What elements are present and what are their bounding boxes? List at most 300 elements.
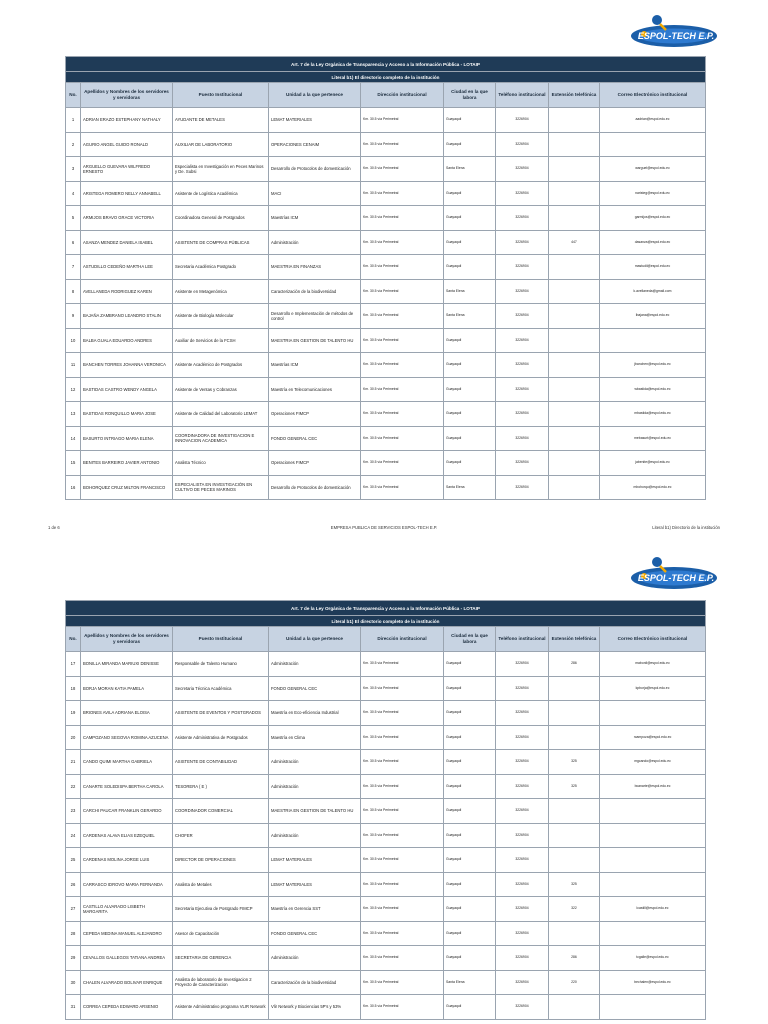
cell-puesto: AYUDANTE DE METALES xyxy=(173,108,269,133)
cell-puesto: Analista de Metales xyxy=(173,872,269,897)
cell-telefono: 3226904 xyxy=(496,921,549,946)
header-extension: Extensión telefónica xyxy=(549,83,600,108)
cell-no: 6 xyxy=(66,230,81,255)
cell-correo: kpborja@espol.edu.ec xyxy=(600,676,706,701)
cell-no: 27 xyxy=(66,897,81,922)
cell-correo xyxy=(600,872,706,897)
cell-extension: 220 xyxy=(549,970,600,995)
cell-name: AGURIO ANGEL GUIDO RONALD xyxy=(81,132,173,157)
cell-puesto: SECRETARIA DE GERENCIA xyxy=(173,946,269,971)
header-name: Apellidos y Nombres de los servidores y servidoras xyxy=(81,627,173,652)
table-row xyxy=(66,132,706,157)
header-puesto: Puesto Institucional xyxy=(173,627,269,652)
cell-puesto: COORDINADOR COMERCIAL xyxy=(173,799,269,824)
cell-direccion: Km. 30.5 vía Perimetral xyxy=(361,304,444,329)
cell-extension xyxy=(549,402,600,427)
table-row xyxy=(66,279,706,304)
cell-ciudad: Guayaquil xyxy=(444,872,496,897)
cell-direccion: Km. 30.5 vía Perimetral xyxy=(361,701,444,726)
header-direccion: Dirección institucional xyxy=(361,627,444,652)
cell-name: BRIONES AVILA ADRIANA ELOISA xyxy=(81,701,173,726)
footer-page-number: 1 de 6 xyxy=(48,525,60,530)
cell-correo: naristeg@espol.edu.ec xyxy=(600,181,706,206)
cell-no: 13 xyxy=(66,402,81,427)
cell-no: 15 xyxy=(66,451,81,476)
cell-name: CORREA CEPEDA EDWARD ARSENIO xyxy=(81,995,173,1020)
cell-unidad: Administración xyxy=(269,774,361,799)
espol-tech-logo xyxy=(630,554,720,594)
cell-correo: bcanarte@espol.edu.ec xyxy=(600,774,706,799)
cell-telefono: 3226904 xyxy=(496,108,549,133)
cell-direccion: Km. 30.5 vía Perimetral xyxy=(361,995,444,1020)
cell-extension xyxy=(549,279,600,304)
cell-direccion: Km. 30.5 vía Perimetral xyxy=(361,402,444,427)
cell-correo: jbanchen@espol.edu.ec xyxy=(600,353,706,378)
cell-extension: 325 xyxy=(549,750,600,775)
table-title: Art. 7 de la Ley Orgánica de Transparencia y Acceso a la Información Pública - LOTAIP xyxy=(66,601,706,616)
cell-telefono: 3226904 xyxy=(496,304,549,329)
table-row xyxy=(66,402,706,427)
cell-name: CEPEDA MEDINA MANUEL ALEJANDRO xyxy=(81,921,173,946)
cell-unidad: LEMAT MATERIALES xyxy=(269,872,361,897)
cell-name: ASTUDILLO CEDEÑO MARTHA LEE xyxy=(81,255,173,280)
cell-correo: warguel@espol.edu.ec xyxy=(600,157,706,182)
cell-correo: lcastill@espol.edu.ec xyxy=(600,897,706,922)
cell-no: 16 xyxy=(66,475,81,500)
cell-correo xyxy=(600,921,706,946)
cell-no: 29 xyxy=(66,946,81,971)
cell-correo: rcampoza@espol.edu.ec xyxy=(600,725,706,750)
cell-telefono: 3226904 xyxy=(496,206,549,231)
cell-ciudad: Guayaquil xyxy=(444,921,496,946)
table-row xyxy=(66,848,706,873)
cell-no: 12 xyxy=(66,377,81,402)
cell-ciudad: Guayaquil xyxy=(444,995,496,1020)
cell-name: CAMPOZANO SEGOVIA ROMINA AZUCENA xyxy=(81,725,173,750)
cell-telefono: 3226904 xyxy=(496,402,549,427)
cell-correo xyxy=(600,995,706,1020)
cell-direccion: Km. 30.5 vía Perimetral xyxy=(361,652,444,677)
cell-extension xyxy=(549,799,600,824)
cell-direccion: Km. 30.5 vía Perimetral xyxy=(361,353,444,378)
cell-ciudad: Guayaquil xyxy=(444,946,496,971)
cell-direccion: Km. 30.5 vía Perimetral xyxy=(361,823,444,848)
cell-telefono: 3226904 xyxy=(496,970,549,995)
cell-unidad: FONDO GENERAL CEC xyxy=(269,921,361,946)
table-row xyxy=(66,823,706,848)
cell-telefono: 3226904 xyxy=(496,872,549,897)
cell-unidad: MAESTRIA EN GESTION DE TALENTO HU xyxy=(269,328,361,353)
cell-puesto: Auxiliar de Servicios de la FCSH xyxy=(173,328,269,353)
cell-no: 22 xyxy=(66,774,81,799)
cell-name: BANCHEN TORRES JOHANNA VERONICA xyxy=(81,353,173,378)
table-row xyxy=(66,995,706,1020)
cell-extension xyxy=(549,848,600,873)
table-row xyxy=(66,872,706,897)
cell-unidad: Administración xyxy=(269,946,361,971)
header-unidad: Unidad a la que pertenece xyxy=(269,83,361,108)
cell-no: 2 xyxy=(66,132,81,157)
cell-direccion: Km. 30.5 vía Perimetral xyxy=(361,206,444,231)
cell-direccion: Km. 30.5 vía Perimetral xyxy=(361,230,444,255)
cell-extension xyxy=(549,181,600,206)
cell-no: 25 xyxy=(66,848,81,873)
cell-direccion: Km. 30.5 vía Perimetral xyxy=(361,799,444,824)
cell-name: CARDENAS ALAVA ELIAS EZEQUIEL xyxy=(81,823,173,848)
cell-ciudad: Guayaquil xyxy=(444,676,496,701)
cell-name: BENITES BARREIRO JAVIER ANTONIO xyxy=(81,451,173,476)
cell-extension xyxy=(549,451,600,476)
cell-telefono: 3226904 xyxy=(496,475,549,500)
cell-name: ARMIJOS BRAVO GRACE VICTORIA xyxy=(81,206,173,231)
cell-telefono: 3226904 xyxy=(496,451,549,476)
cell-ciudad: Guayaquil xyxy=(444,402,496,427)
cell-extension xyxy=(549,255,600,280)
table-body-page-1 xyxy=(66,108,706,500)
cell-correo xyxy=(600,328,706,353)
table-row xyxy=(66,946,706,971)
cell-name: BALBA GUALA EDUARDO ANDRES xyxy=(81,328,173,353)
table-row xyxy=(66,157,706,182)
cell-puesto: ESPECIALISTA EN INVESTIGACIÓN EN CULTIVO DE PECES MARINOS xyxy=(173,475,269,500)
cell-extension xyxy=(549,108,600,133)
cell-telefono: 3226904 xyxy=(496,799,549,824)
cell-extension: 286 xyxy=(549,946,600,971)
cell-no: 18 xyxy=(66,676,81,701)
document-page-2 xyxy=(0,540,768,1024)
cell-name: CARCHI PAUCAR FRANKLIN GERARDO xyxy=(81,799,173,824)
cell-no: 28 xyxy=(66,921,81,946)
directory-table-page-2 xyxy=(65,600,706,1020)
header-correo: Correo Electrónico institucional xyxy=(600,83,706,108)
cell-extension xyxy=(549,823,600,848)
cell-correo: jabenite@espol.edu.ec xyxy=(600,451,706,476)
espol-tech-logo xyxy=(630,12,720,52)
cell-no: 3 xyxy=(66,157,81,182)
table-row xyxy=(66,725,706,750)
cell-extension: 286 xyxy=(549,652,600,677)
cell-direccion: Km. 30.5 vía Perimetral xyxy=(361,970,444,995)
table-subtitle: Literal b1) El directorio completo de la institución xyxy=(66,616,706,627)
cell-puesto: Asistente de Logística Académica xyxy=(173,181,269,206)
cell-extension xyxy=(549,206,600,231)
cell-unidad: Desarrollo de Protocolos de domesticación xyxy=(269,157,361,182)
cell-unidad: LEMAT MATERIALES xyxy=(269,108,361,133)
table-subtitle: Literal b1) El directorio completo de la institución xyxy=(66,72,706,83)
table-row xyxy=(66,921,706,946)
cell-ciudad: Guayaquil xyxy=(444,328,496,353)
cell-unidad: Administración xyxy=(269,823,361,848)
cell-puesto: Responsable de Talento Humano xyxy=(173,652,269,677)
cell-no: 9 xyxy=(66,304,81,329)
cell-correo: k.avellaneda@gmail.com xyxy=(600,279,706,304)
cell-name: ASANZA MENDEZ DANIELA ISABEL xyxy=(81,230,173,255)
header-correo: Correo Electrónico institucional xyxy=(600,627,706,652)
cell-puesto: DIRECTOR DE OPERACIONES xyxy=(173,848,269,873)
cell-direccion: Km. 30.5 vía Perimetral xyxy=(361,848,444,873)
table-row xyxy=(66,353,706,378)
cell-extension: 447 xyxy=(549,230,600,255)
cell-correo: bechalen@espol.edu.ec xyxy=(600,970,706,995)
cell-direccion: Km. 30.5 vía Perimetral xyxy=(361,872,444,897)
cell-name: CEVALLOS GALLEGOS TATIANA ANDREA xyxy=(81,946,173,971)
cell-extension: 325 xyxy=(549,774,600,799)
cell-puesto: Asistente en Metagenómica xyxy=(173,279,269,304)
cell-ciudad: Guayaquil xyxy=(444,206,496,231)
cell-extension xyxy=(549,377,600,402)
table-row xyxy=(66,652,706,677)
cell-name: ARISTEGA ROMERO NELLY ANNABELL xyxy=(81,181,173,206)
table-row xyxy=(66,426,706,451)
header-ciudad: Ciudad en la que labora xyxy=(444,627,496,652)
cell-extension xyxy=(549,157,600,182)
table-row xyxy=(66,304,706,329)
cell-extension xyxy=(549,676,600,701)
table-row xyxy=(66,230,706,255)
cell-name: CASTILLO ALVARADO LISBETH MARGARITA xyxy=(81,897,173,922)
header-no: No. xyxy=(66,627,81,652)
cell-ciudad: Guayaquil xyxy=(444,725,496,750)
cell-correo: dasanza@espol.edu.ec xyxy=(600,230,706,255)
cell-telefono: 3226904 xyxy=(496,157,549,182)
cell-no: 20 xyxy=(66,725,81,750)
cell-no: 26 xyxy=(66,872,81,897)
cell-unidad: Caracterización de la biodiversidad xyxy=(269,279,361,304)
cell-puesto: ASISTENTE DE COMPRAS PÚBLICAS xyxy=(173,230,269,255)
table-row xyxy=(66,750,706,775)
cell-puesto: Asistente de Calidad del Laboratorio LEMAT xyxy=(173,402,269,427)
footer-company: EMPRESA PUBLICA DE SERVICIOS ESPOL-TECH E.P. xyxy=(330,525,438,530)
cell-ciudad: Guayaquil xyxy=(444,353,496,378)
cell-no: 1 xyxy=(66,108,81,133)
cell-direccion: Km. 30.5 vía Perimetral xyxy=(361,750,444,775)
cell-unidad: Maestrías ICM xyxy=(269,206,361,231)
header-telefono: Teléfono institucional xyxy=(496,627,549,652)
cell-correo: garmijos@espol.edu.ec xyxy=(600,206,706,231)
cell-telefono: 3226904 xyxy=(496,279,549,304)
cell-ciudad: Guayaquil xyxy=(444,897,496,922)
cell-no: 19 xyxy=(66,701,81,726)
cell-puesto: Coordinadora General de Postgrados xyxy=(173,206,269,231)
cell-telefono: 3226904 xyxy=(496,897,549,922)
cell-correo: mebasurt@espol.edu.ec xyxy=(600,426,706,451)
cell-ciudad: Santa Elena xyxy=(444,475,496,500)
table-row xyxy=(66,897,706,922)
cell-ciudad: Santa Elena xyxy=(444,970,496,995)
cell-no: 23 xyxy=(66,799,81,824)
cell-puesto: Secretaria Académica Postgrado xyxy=(173,255,269,280)
cell-extension xyxy=(549,353,600,378)
footer-section: Literal b1) Directorio de la institución xyxy=(652,525,720,530)
cell-puesto: Analista Técnico xyxy=(173,451,269,476)
cell-puesto: Asistente Administrativa de Postgrados xyxy=(173,725,269,750)
cell-telefono: 3226904 xyxy=(496,995,549,1020)
header-direccion: Dirección institucional xyxy=(361,83,444,108)
cell-ciudad: Guayaquil xyxy=(444,799,496,824)
cell-ciudad: Guayaquil xyxy=(444,750,496,775)
cell-extension xyxy=(549,132,600,157)
table-row xyxy=(66,970,706,995)
cell-name: BOHORQUEZ CRUZ MILTON FRANCISCO xyxy=(81,475,173,500)
table-title: Art. 7 de la Ley Orgánica de Transparencia y Acceso a la Información Pública - LOTAIP xyxy=(66,57,706,72)
cell-puesto: Asistente Académico de Postgrados xyxy=(173,353,269,378)
cell-puesto: ASISTENTE DE CONTABILIDAD xyxy=(173,750,269,775)
cell-correo xyxy=(600,701,706,726)
cell-direccion: Km. 30.5 vía Perimetral xyxy=(361,328,444,353)
cell-correo: mastudil@espol.edu.ec xyxy=(600,255,706,280)
cell-correo: mgcando@espol.edu.ec xyxy=(600,750,706,775)
cell-unidad: MACI xyxy=(269,181,361,206)
cell-no: 24 xyxy=(66,823,81,848)
table-row xyxy=(66,799,706,824)
cell-puesto: Asesor de Capacitación xyxy=(173,921,269,946)
cell-correo: tcgalle@espol.edu.ec xyxy=(600,946,706,971)
header-puesto: Puesto Institucional xyxy=(173,83,269,108)
cell-name: AVELLANEDA RODRIGUEZ KAREN xyxy=(81,279,173,304)
cell-puesto: Secretaria Técnica Académica xyxy=(173,676,269,701)
cell-unidad: FONDO GENERAL CEC xyxy=(269,426,361,451)
cell-unidad: OPERACIONES CENAIM xyxy=(269,132,361,157)
cell-unidad: Caracterización de la biodiversidad xyxy=(269,970,361,995)
logo-text: ESPOL-TECH E.P. xyxy=(637,31,715,41)
cell-name: CANARTE SOLEDISPA BERTHA CAROLA xyxy=(81,774,173,799)
cell-correo: lbajana@espol.edu.ec xyxy=(600,304,706,329)
cell-telefono: 3226904 xyxy=(496,181,549,206)
cell-telefono: 3226904 xyxy=(496,652,549,677)
cell-puesto: TESORERA ( E ) xyxy=(173,774,269,799)
table-row xyxy=(66,206,706,231)
cell-no: 10 xyxy=(66,328,81,353)
cell-unidad: Maestría en Telecomunicaciones xyxy=(269,377,361,402)
cell-name: CANDO QUIMI MARTHA GABRIELA xyxy=(81,750,173,775)
cell-correo xyxy=(600,823,706,848)
cell-unidad: Desarrollo e Implementación de métodos de control xyxy=(269,304,361,329)
cell-puesto: COORDINADORA DE INVESTIGACION E INNOVACION ACADEMICA xyxy=(173,426,269,451)
table-row xyxy=(66,181,706,206)
cell-ciudad: Guayaquil xyxy=(444,848,496,873)
header-no: No. xyxy=(66,83,81,108)
cell-direccion: Km. 30.5 vía Perimetral xyxy=(361,921,444,946)
cell-telefono: 3226904 xyxy=(496,823,549,848)
cell-extension xyxy=(549,328,600,353)
cell-direccion: Km. 30.5 vía Perimetral xyxy=(361,897,444,922)
cell-puesto: ASISTENTE DE EVENTOS Y POSTGRADOS xyxy=(173,701,269,726)
cell-ciudad: Guayaquil xyxy=(444,377,496,402)
cell-direccion: Km. 30.5 vía Perimetral xyxy=(361,377,444,402)
cell-ciudad: Guayaquil xyxy=(444,181,496,206)
cell-extension: 325 xyxy=(549,872,600,897)
cell-puesto: Especialista en Investigación en Peces Marinos y De. Subsi xyxy=(173,157,269,182)
cell-ciudad: Guayaquil xyxy=(444,701,496,726)
cell-no: 21 xyxy=(66,750,81,775)
cell-name: BASTIDAS CASTRO WENDY ANGELA xyxy=(81,377,173,402)
cell-direccion: Km. 30.5 vía Perimetral xyxy=(361,181,444,206)
cell-direccion: Km. 30.5 vía Perimetral xyxy=(361,475,444,500)
cell-correo xyxy=(600,848,706,873)
table-row xyxy=(66,377,706,402)
table-body-page-2 xyxy=(66,652,706,1020)
cell-telefono: 3226904 xyxy=(496,426,549,451)
cell-correo: wbastida@espol.edu.ec xyxy=(600,377,706,402)
cell-direccion: Km. 30.5 vía Perimetral xyxy=(361,255,444,280)
cell-ciudad: Guayaquil xyxy=(444,823,496,848)
cell-telefono: 3226904 xyxy=(496,255,549,280)
cell-telefono: 3226904 xyxy=(496,328,549,353)
header-telefono: Teléfono institucional xyxy=(496,83,549,108)
cell-unidad: Maestría en Eco-eficiencia Industrial xyxy=(269,701,361,726)
cell-ciudad: Guayaquil xyxy=(444,652,496,677)
cell-correo xyxy=(600,799,706,824)
cell-ciudad: Guayaquil xyxy=(444,451,496,476)
cell-extension xyxy=(549,426,600,451)
cell-direccion: Km. 30.5 vía Perimetral xyxy=(361,108,444,133)
cell-no: 17 xyxy=(66,652,81,677)
cell-ciudad: Santa Elena xyxy=(444,279,496,304)
cell-correo xyxy=(600,132,706,157)
cell-extension xyxy=(549,725,600,750)
cell-telefono: 3226904 xyxy=(496,132,549,157)
cell-direccion: Km. 30.5 vía Perimetral xyxy=(361,426,444,451)
cell-unidad: MAESTRIA EN FINANZAS xyxy=(269,255,361,280)
table-row xyxy=(66,451,706,476)
logo-text: ESPOL-TECH E.P. xyxy=(637,573,715,583)
cell-unidad: Administración xyxy=(269,652,361,677)
cell-unidad: Administración xyxy=(269,750,361,775)
cell-ciudad: Santa Elena xyxy=(444,304,496,329)
table-row xyxy=(66,676,706,701)
cell-telefono: 3226904 xyxy=(496,353,549,378)
cell-telefono: 3226904 xyxy=(496,848,549,873)
cell-puesto: Asistente de Biología Molecular xyxy=(173,304,269,329)
cell-direccion: Km. 30.5 vía Perimetral xyxy=(361,132,444,157)
cell-direccion: Km. 30.5 vía Perimetral xyxy=(361,946,444,971)
cell-extension xyxy=(549,921,600,946)
cell-name: BAJAÑA ZAMBRANO LEANDRO STALIN xyxy=(81,304,173,329)
cell-ciudad: Guayaquil xyxy=(444,132,496,157)
cell-no: 5 xyxy=(66,206,81,231)
cell-name: CARRASCO IDROVO MARIA FERNANDA xyxy=(81,872,173,897)
cell-ciudad: Guayaquil xyxy=(444,426,496,451)
cell-ciudad: Guayaquil xyxy=(444,230,496,255)
cell-unidad: Administración xyxy=(269,230,361,255)
cell-extension xyxy=(549,995,600,1020)
table-row xyxy=(66,255,706,280)
cell-ciudad: Santa Elena xyxy=(444,157,496,182)
cell-unidad: Desarrollo de Protocolos de domesticación xyxy=(269,475,361,500)
cell-name: ADRIAN ERAZO ESTEPHANY NATHALY xyxy=(81,108,173,133)
cell-unidad: Maestría en Gerencia SST xyxy=(269,897,361,922)
cell-direccion: Km. 30.5 vía Perimetral xyxy=(361,676,444,701)
cell-puesto: Analista de laboratorio de Investigacion 2 Proyecto de Caracterizacion xyxy=(173,970,269,995)
cell-extension: 322 xyxy=(549,897,600,922)
cell-telefono: 3226904 xyxy=(496,725,549,750)
table-row xyxy=(66,475,706,500)
cell-telefono: 3226904 xyxy=(496,774,549,799)
table-row xyxy=(66,774,706,799)
cell-no: 14 xyxy=(66,426,81,451)
table-row xyxy=(66,701,706,726)
cell-direccion: Km. 30.5 vía Perimetral xyxy=(361,725,444,750)
header-ciudad: Ciudad en la que labora xyxy=(444,83,496,108)
cell-ciudad: Guayaquil xyxy=(444,255,496,280)
cell-correo: mbohorqu@espol.edu.ec xyxy=(600,475,706,500)
cell-telefono: 3226904 xyxy=(496,701,549,726)
cell-extension xyxy=(549,475,600,500)
cell-name: ARGUELLO GUEVARA WILFREDO ERNESTO xyxy=(81,157,173,182)
cell-puesto: CHOFER xyxy=(173,823,269,848)
cell-no: 4 xyxy=(66,181,81,206)
cell-direccion: Km. 30.5 vía Perimetral xyxy=(361,279,444,304)
